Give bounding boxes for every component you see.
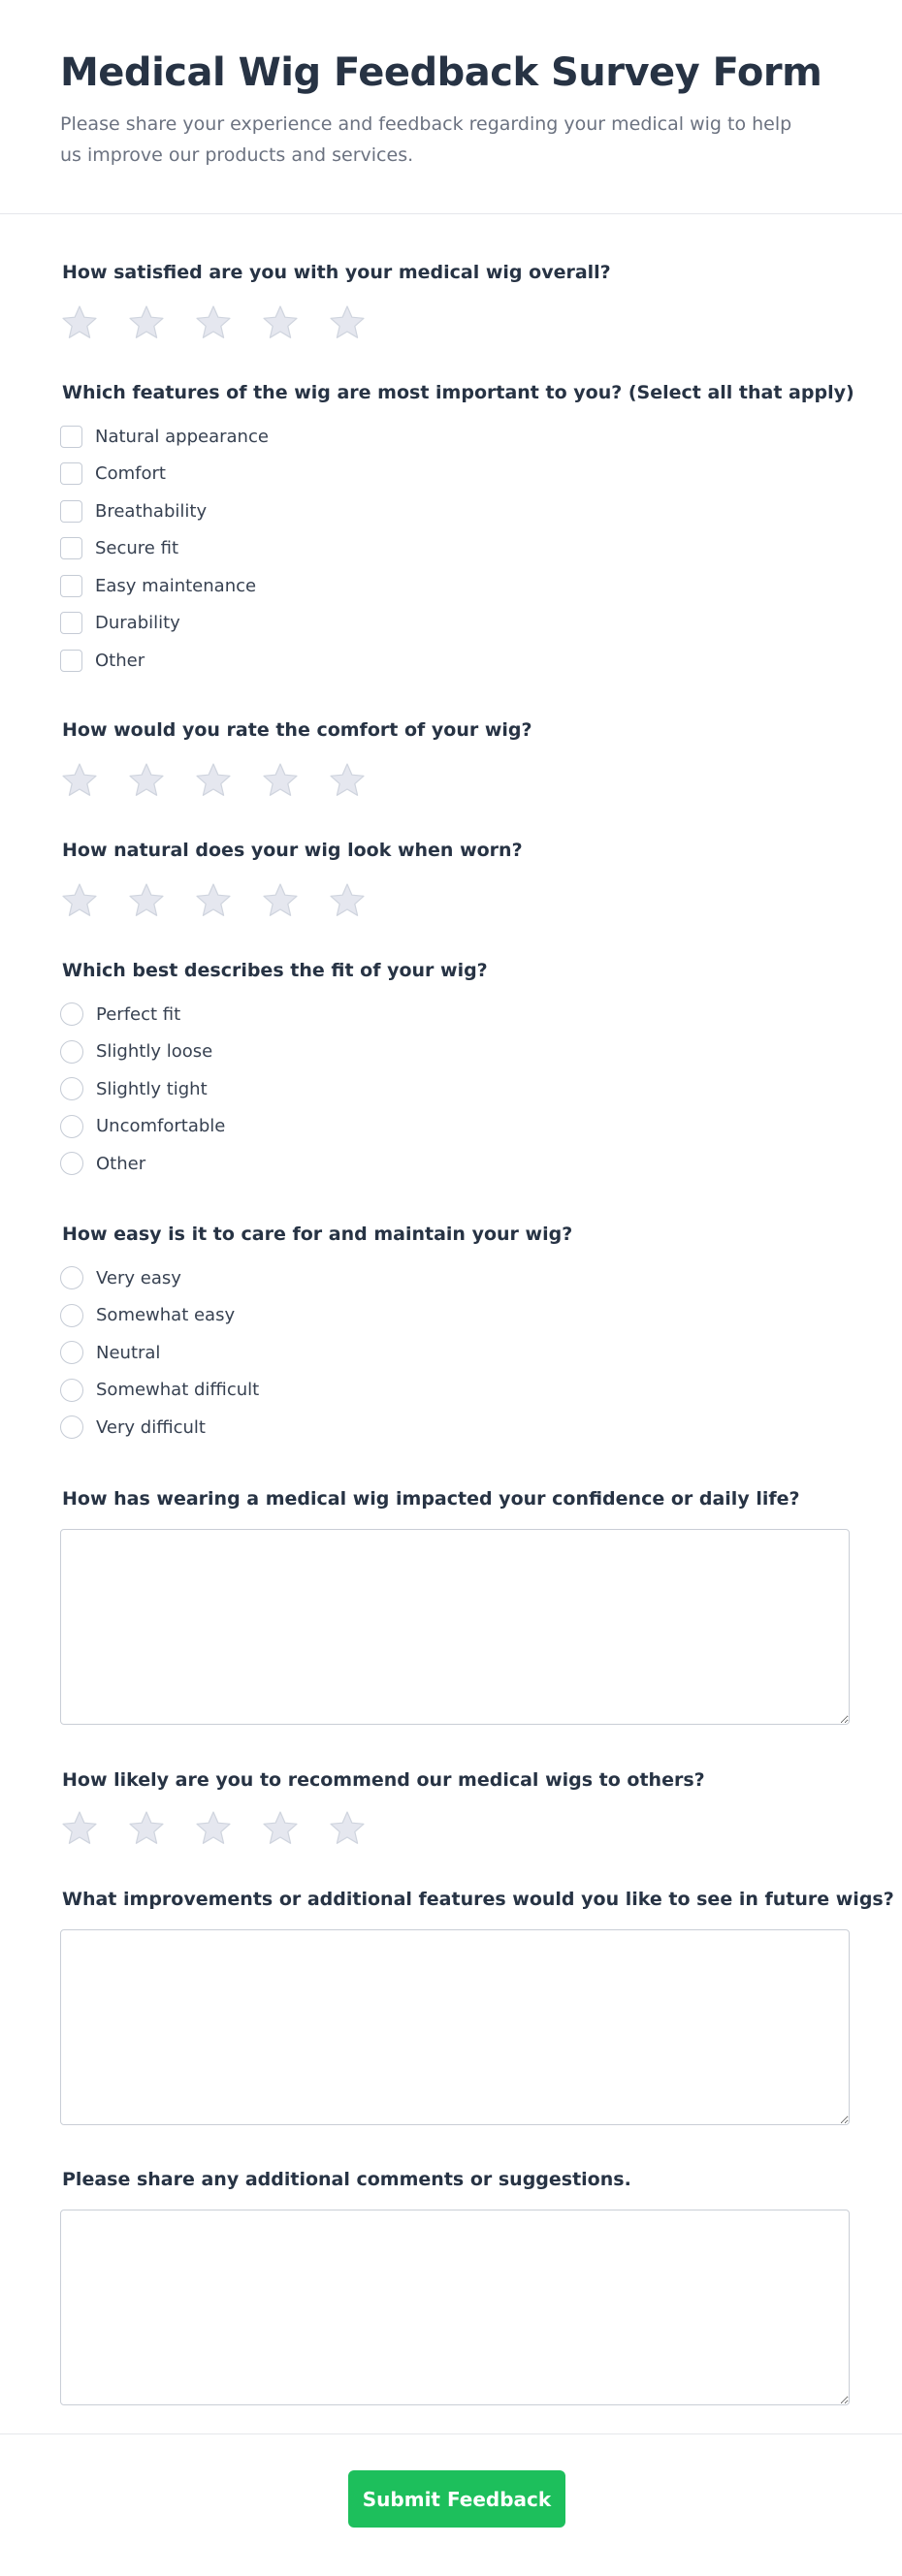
fit-option[interactable]	[60, 1075, 208, 1102]
comments-textarea[interactable]	[60, 2210, 850, 2405]
star-icon[interactable]	[60, 761, 99, 800]
option-label: Perfect fit	[96, 1003, 181, 1025]
form-header	[0, 0, 902, 214]
improvements-textarea[interactable]	[60, 1929, 850, 2125]
radio-button[interactable]	[60, 1040, 83, 1064]
care-option[interactable]	[60, 1339, 160, 1366]
option-label: Slightly tight	[96, 1078, 208, 1099]
rating-overall	[60, 303, 395, 342]
option-label: Uncomfortable	[96, 1116, 226, 1136]
option-label: Secure fit	[95, 538, 179, 558]
radio-button[interactable]	[60, 1415, 83, 1439]
radio-button[interactable]	[60, 1266, 83, 1289]
submit-feedback-button[interactable]: Submit Feedback	[348, 2470, 565, 2528]
features-option[interactable]	[60, 535, 178, 562]
star-icon[interactable]	[261, 761, 300, 800]
page-subtitle: Please share your experience and feedback regarding your medical wig to help us improve our products and services.	[60, 113, 792, 166]
page-title: Medical Wig Feedback Survey Form	[60, 50, 822, 95]
star-icon[interactable]	[328, 881, 367, 920]
option-label: Natural appearance	[95, 426, 269, 447]
star-icon[interactable]	[261, 303, 300, 342]
radio-button[interactable]	[60, 1077, 83, 1100]
star-icon[interactable]	[328, 1809, 367, 1848]
radio-button[interactable]	[60, 1379, 83, 1402]
checkbox[interactable]	[60, 426, 82, 448]
star-icon[interactable]	[328, 303, 367, 342]
question-improvements-label: What improvements or additional features would you like to see in future wigs?	[62, 1889, 894, 1910]
fit-option[interactable]	[60, 1113, 225, 1140]
star-icon[interactable]	[60, 881, 99, 920]
question-recommend-label: How likely are you to recommend our medical wigs to others?	[62, 1769, 705, 1791]
question-comments-label: Please share any additional comments or suggestions.	[62, 2169, 631, 2190]
radio-button[interactable]	[60, 1341, 83, 1364]
star-icon[interactable]	[261, 881, 300, 920]
star-icon[interactable]	[127, 303, 166, 342]
checkbox[interactable]	[60, 537, 82, 559]
rating-recommend	[60, 1809, 395, 1848]
care-option[interactable]	[60, 1264, 181, 1291]
checkbox[interactable]	[60, 462, 82, 485]
question-care-label: How easy is it to care for and maintain your wig?	[62, 1224, 573, 1245]
star-icon[interactable]	[60, 1809, 99, 1848]
features-option[interactable]	[60, 647, 145, 674]
option-label: Easy maintenance	[95, 575, 257, 596]
star-icon[interactable]	[194, 881, 233, 920]
radio-button[interactable]	[60, 1152, 83, 1175]
fit-option[interactable]	[60, 1150, 145, 1177]
star-icon[interactable]	[127, 881, 166, 920]
option-label: Other	[95, 650, 145, 671]
option-label: Comfort	[95, 463, 166, 484]
star-icon[interactable]	[328, 761, 367, 800]
fit-option[interactable]	[60, 1038, 212, 1065]
rating-comfort	[60, 761, 395, 800]
features-option[interactable]	[60, 461, 166, 488]
star-icon[interactable]	[261, 1809, 300, 1848]
care-option[interactable]	[60, 1414, 206, 1441]
checkbox[interactable]	[60, 612, 82, 634]
option-label: Very easy	[96, 1267, 181, 1288]
care-option[interactable]	[60, 1377, 259, 1404]
impact-textarea[interactable]	[60, 1529, 850, 1725]
option-label: Breathability	[95, 500, 208, 522]
option-label: Neutral	[96, 1342, 161, 1363]
star-icon[interactable]	[194, 1809, 233, 1848]
checkbox[interactable]	[60, 575, 82, 597]
features-option[interactable]	[60, 423, 269, 450]
radio-button[interactable]	[60, 1304, 83, 1327]
question-impact-label: How has wearing a medical wig impacted your confidence or daily life?	[62, 1488, 800, 1510]
question-comfort-label: How would you rate the comfort of your wig?	[62, 719, 532, 741]
star-icon[interactable]	[60, 303, 99, 342]
option-label: Very difficult	[96, 1416, 206, 1438]
star-icon[interactable]	[127, 1809, 166, 1848]
features-option[interactable]	[60, 572, 256, 599]
features-option[interactable]	[60, 497, 207, 525]
question-overall-label: How satisfied are you with your medical wig overall?	[62, 262, 611, 283]
question-fit-label: Which best describes the fit of your wig?	[62, 960, 488, 981]
care-option[interactable]	[60, 1302, 235, 1329]
checkbox[interactable]	[60, 650, 82, 672]
radio-button[interactable]	[60, 1115, 83, 1138]
features-option[interactable]	[60, 610, 180, 637]
rating-natural	[60, 881, 395, 920]
option-label: Somewhat difficult	[96, 1380, 260, 1400]
option-label: Durability	[95, 613, 180, 633]
star-icon[interactable]	[194, 303, 233, 342]
checkbox[interactable]	[60, 500, 82, 523]
fit-option[interactable]	[60, 1001, 180, 1028]
question-natural-label: How natural does your wig look when worn?	[62, 840, 523, 861]
option-label: Somewhat easy	[96, 1305, 236, 1325]
option-label: Other	[96, 1153, 146, 1174]
star-icon[interactable]	[194, 761, 233, 800]
question-features-label: Which features of the wig are most important to you? (Select all that apply)	[62, 382, 854, 403]
option-label: Slightly loose	[96, 1041, 213, 1062]
radio-button[interactable]	[60, 1002, 83, 1026]
star-icon[interactable]	[127, 761, 166, 800]
footer-divider	[0, 2433, 902, 2434]
